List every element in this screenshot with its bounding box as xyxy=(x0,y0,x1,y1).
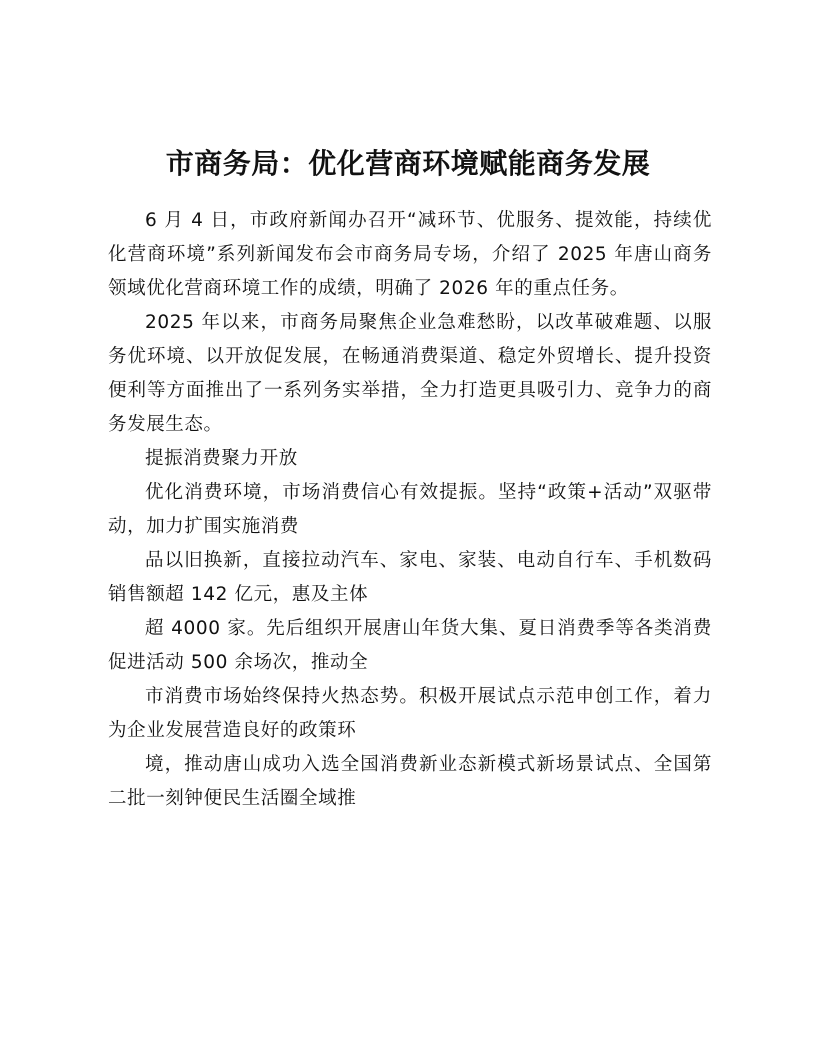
article-body xyxy=(108,204,712,816)
paragraph-intro: 6 月 4 日，市政府新闻办召开“减环节、优服务、提效能，持续优化营商环境”系列新闻发布会市商务局专场，介绍了 2025 年唐山商务领域优化营商环境工作的成绩，明确了 2026 年的重点任务。 xyxy=(108,210,712,299)
section-heading: 提振消费聚力开放 xyxy=(145,448,298,469)
paragraph-overview: 2025 年以来，市商务局聚焦企业急难愁盼，以改革破难题、以服务优环境、以开放促发展，在畅通消费渠道、稳定外贸增长、提升投资便利等方面推出了一系列务实举措，全力打造更具吸引力、竞争力的商务发展生态。 xyxy=(108,312,712,435)
paragraph: 优化消费环境，市场消费信心有效提振。坚持“政策+活动”双驱带动，加力扩围实施消费 xyxy=(108,482,712,537)
paragraph: 品以旧换新，直接拉动汽车、家电、家装、电动自行车、手机数码销售额超 142 亿元，惠及主体 xyxy=(108,550,712,605)
paragraph: 超 4000 家。先后组织开展唐山年货大集、夏日消费季等各类消费促进活动 500 余场次，推动全 xyxy=(108,618,712,673)
page-title: 市商务局：优化营商环境赋能商务发展 xyxy=(165,147,651,180)
paragraph: 市消费市场始终保持火热态势。积极开展试点示范申创工作，着力为企业发展营造良好的政策环 xyxy=(108,686,712,741)
paragraph: 境，推动唐山成功入选全国消费新业态新模式新场景试点、全国第二批一刻钟便民生活圈全域推 xyxy=(108,754,712,809)
